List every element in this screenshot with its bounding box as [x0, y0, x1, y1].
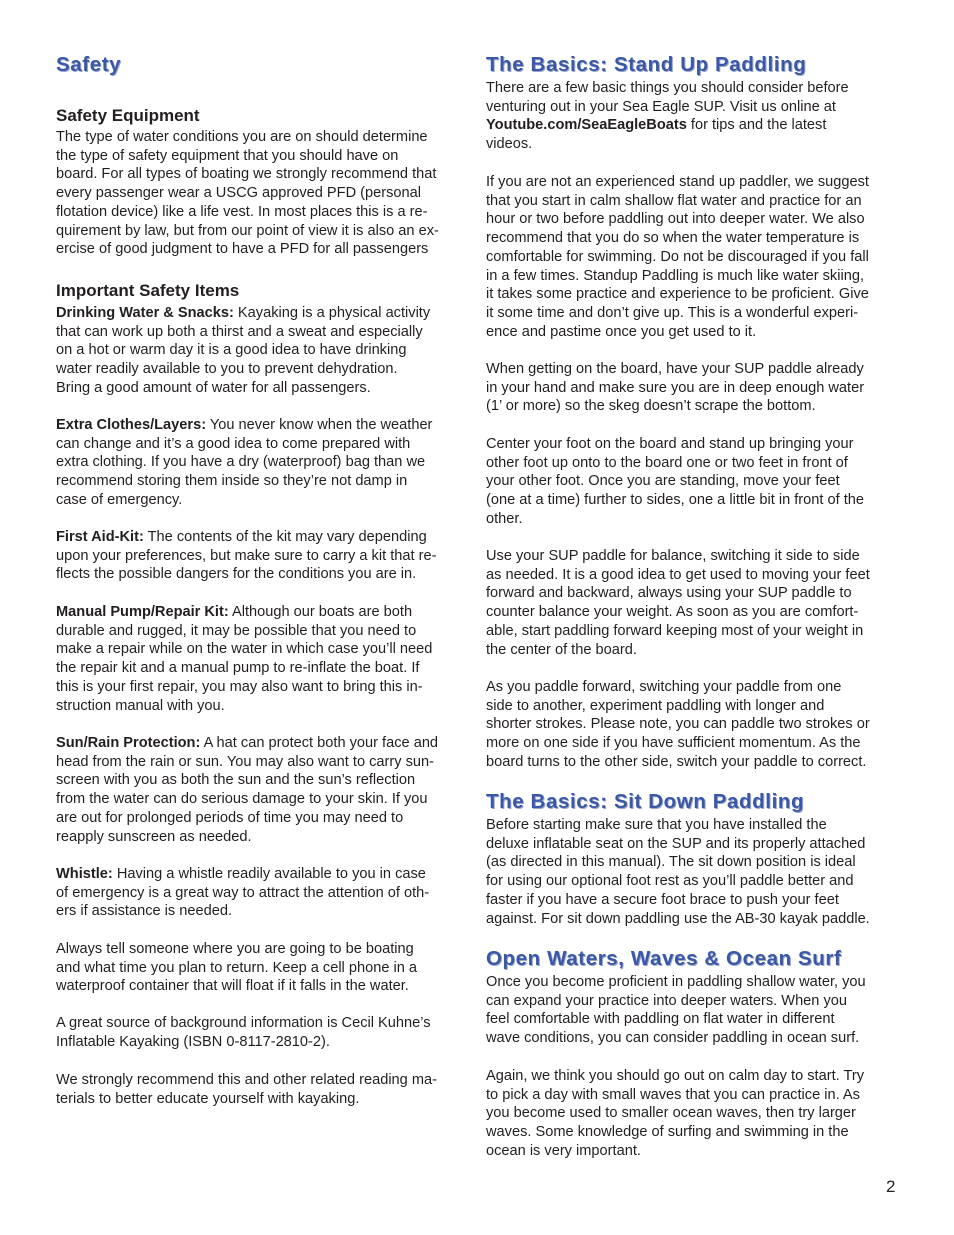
text-line: ocean is very important.	[486, 1142, 641, 1159]
open-waters-heading: Open Waters, Waves & Ocean Surf	[486, 947, 842, 970]
text-line: There are a few basic things you should consider before	[486, 80, 849, 96]
text-line: can change and it’s a good idea to come prepared with	[56, 435, 411, 452]
text-line: flotation device) like a life vest. In most places this is a re-	[56, 203, 428, 220]
text-line: Kayaking is a physical activity	[233, 305, 431, 321]
text-line: side to another, experiment paddling with longer and	[486, 697, 825, 714]
stand-up-paragraph-3	[486, 435, 898, 529]
text-line: recommend storing them inside so they’re not damp in	[56, 473, 408, 490]
sit-down-paragraph	[486, 816, 898, 928]
item-label: Sun/Rain Protection:	[56, 735, 201, 751]
text-line: the center of the board.	[486, 641, 637, 658]
text-line: (1’ or more) so the skeg doesn’t scrape the bottom.	[486, 398, 816, 415]
text-line: in a few times. Standup Paddling is much like water skiing,	[486, 267, 864, 284]
stand-up-intro	[486, 79, 898, 154]
item-sun-rain-protection	[56, 734, 466, 846]
text-line: board turns to the other side, switch your paddle to correct.	[486, 753, 867, 770]
text-line: in your hand and make sure you are in deep enough water	[486, 379, 865, 396]
text-line: shorter strokes. Please note, you can paddle two strokes or	[486, 716, 870, 733]
stand-up-paragraph-1	[486, 173, 898, 341]
text-line: The contents of the kit may vary depending	[143, 529, 427, 545]
text-line: reapply sunscreen as needed.	[56, 828, 252, 845]
text-line: flects the possible dangers for the conditions you are in.	[56, 566, 417, 583]
safety-equipment-paragraph	[56, 128, 466, 259]
text-line: head from the rain or sun. You may also want to carry sun-	[56, 753, 435, 770]
text-line: Before starting make sure that you have installed the	[486, 817, 827, 833]
open-waters-paragraph-2	[486, 1067, 898, 1161]
text-line: durable and rugged, it may be possible that you need to	[56, 622, 417, 639]
text-line: can expand your practice into deeper waters. When you	[486, 992, 847, 1009]
text-line: it takes some practice and experience to be proficient. Give	[486, 286, 869, 303]
safety-heading: Safety	[56, 53, 122, 76]
text-line: counter balance your weight. As soon as you are comfort-	[486, 604, 859, 621]
text-line: ence and pastime once you get used to it.	[486, 323, 757, 340]
important-safety-items-title: Important Safety Items	[56, 281, 240, 300]
text-line: are out for prolonged periods of time you may need to	[56, 809, 404, 826]
item-label: Extra Clothes/Layers:	[56, 417, 207, 433]
text-line: Once you become proficient in paddling shallow water, you	[486, 974, 866, 990]
text-line: Always tell someone where you are going to be boating	[56, 941, 414, 957]
text-line: waterproof container that will float if it falls in the water.	[56, 978, 409, 995]
text-line: As you paddle forward, switching your paddle from one	[486, 679, 842, 695]
stand-up-paragraph-2	[486, 360, 898, 416]
item-first-aid-kit	[56, 528, 466, 584]
text-line: of emergency is a great way to attract the attention of oth-	[56, 884, 430, 901]
text-line: venturing out in your Sea Eagle SUP. Visit us online at	[486, 98, 836, 115]
text-line: terials to better educate yourself with kayaking.	[56, 1090, 360, 1107]
item-label: Whistle:	[56, 866, 113, 882]
safety-equipment-title: Safety Equipment	[56, 106, 200, 125]
text-line: struction manual with you.	[56, 697, 225, 714]
text-line: other foot up onto to the board one or two feet in front of	[486, 454, 848, 471]
text-line: (as directed in this manual). The sit down position is ideal	[486, 854, 856, 871]
text-line: you become used to smaller ocean waves, then try larger	[486, 1105, 856, 1122]
item-drinking-water	[56, 304, 466, 398]
text-line: able, start paddling forward keeping most of your weight in	[486, 622, 864, 639]
text-line: upon your preferences, but make sure to carry a kit that re-	[56, 547, 437, 564]
text-line: feel comfortable with paddling on flat water in different	[486, 1011, 835, 1028]
text-line: extra clothing. If you have a dry (waterproof) bag than we	[56, 454, 426, 471]
text-line: this is your first repair, you may also want to bring this in-	[56, 678, 423, 695]
closing-paragraph-reading	[56, 1071, 466, 1108]
text-line: ers if assistance is needed.	[56, 903, 233, 920]
text-line: comfortable for swimming. Do not be discouraged if you fall	[486, 248, 869, 265]
text-line: Center your foot on the board and stand up bringing your	[486, 436, 854, 452]
youtube-link[interactable]: Youtube.com/SeaEagleBoats	[486, 117, 687, 134]
text-line: for using our optional foot rest as you’ll paddle better and	[486, 873, 854, 890]
text-line: (one at a time) further to sides, one a little bit in front of the	[486, 492, 865, 509]
text-line: water readily available to you to prevent dehydration.	[56, 361, 398, 378]
text-line: the type of safety equipment that you should have on	[56, 147, 399, 164]
text-line: Inflatable Kayaking (ISBN 0-8117-2810-2).	[56, 1033, 330, 1050]
text-line: that can work up both a thirst and a sweat and especially	[56, 323, 423, 340]
text-line: Having a whistle readily available to you in case	[112, 866, 426, 882]
text-line: on a hot or warm day it is a good idea to have drinking	[56, 342, 407, 359]
item-label: First Aid-Kit:	[56, 529, 144, 545]
text-line: from the water can do serious damage to your skin. If you	[56, 791, 428, 808]
text-line: If you are not an experienced stand up paddler, we suggest	[486, 174, 869, 190]
item-manual-pump	[56, 603, 466, 715]
text-line: ercise of good judgment to have a PFD for all passengers	[56, 241, 429, 258]
text-line: the repair kit and a manual pump to re-inflate the boat. If	[56, 660, 420, 677]
sit-down-paddling-heading: The Basics: Sit Down Paddling	[486, 790, 805, 813]
closing-paragraph-tell-someone	[56, 940, 466, 996]
text-line: hour or two before paddling out into deeper water. We also	[486, 211, 865, 228]
item-label: Manual Pump/Repair Kit:	[56, 604, 229, 620]
text-line: A great source of background information is Cecil Kuhne’s	[56, 1015, 431, 1031]
text-line: forward and backward, always using your SUP paddle to	[486, 585, 852, 602]
item-label: Drinking Water & Snacks:	[56, 305, 234, 321]
closing-paragraph-reference	[56, 1014, 466, 1051]
text-line: more on one side if you have sufficient momentum. As the	[486, 735, 861, 752]
text-line: board. For all types of boating we strongly recommend that	[56, 166, 437, 183]
text-line: The type of water conditions you are on should determine	[56, 129, 428, 145]
text-line: wave conditions, you can consider paddling in ocean surf.	[486, 1030, 860, 1047]
item-whistle	[56, 865, 466, 921]
text-line: make a repair while on the water in which case you’ll need	[56, 641, 433, 658]
page-number: 2	[886, 1177, 896, 1196]
text-line: for tips and the latest	[686, 117, 827, 134]
text-line: screen with you as both the sun and the sun’s reflection	[56, 772, 416, 789]
text-line: waves. Some knowledge of surfing and swimming in the	[486, 1124, 849, 1141]
text-line: Use your SUP paddle for balance, switching it side to side	[486, 548, 860, 564]
text-line: it some time and don’t give up. This is a wonderful experi-	[486, 304, 859, 321]
text-line: quirement by law, but from our point of view it is also an ex-	[56, 222, 439, 239]
text-line: your other foot. Once you are standing, move your feet	[486, 473, 840, 490]
stand-up-paddling-heading: The Basics: Stand Up Paddling	[486, 53, 807, 76]
text-line: videos.	[486, 136, 533, 153]
text-line: Again, we think you should go out on calm day to start. Try	[486, 1068, 865, 1084]
text-line: When getting on the board, have your SUP paddle already	[486, 361, 864, 377]
text-line: deluxe inflatable seat on the SUP and its properly attached	[486, 835, 866, 852]
text-line: to pick a day with small waves that you can practice in. As	[486, 1086, 860, 1103]
text-line: We strongly recommend this and other related reading ma-	[56, 1072, 437, 1088]
text-line: Bring a good amount of water for all passengers.	[56, 379, 371, 396]
text-line: that you start in calm shallow flat water and practice for an	[486, 192, 862, 209]
open-waters-paragraph-1	[486, 973, 898, 1048]
text-line: against. For sit down paddling use the AB-30 kayak paddle.	[486, 910, 870, 927]
item-extra-clothes	[56, 416, 466, 510]
text-line: as needed. It is a good idea to get used to moving your feet	[486, 566, 870, 583]
text-line: other.	[486, 510, 523, 527]
stand-up-paragraph-4	[486, 547, 898, 659]
text-line: and what time you plan to return. Keep a cell phone in a	[56, 959, 418, 976]
text-line: recommend that you do so when the water temperature is	[486, 230, 860, 247]
text-line: case of emergency.	[56, 491, 183, 508]
text-line: A hat can protect both your face and	[200, 735, 439, 751]
text-line: Although our boats are both	[228, 604, 413, 620]
text-line: every passenger wear a USCG approved PFD (personal	[56, 185, 422, 202]
text-line: You never know when the weather	[206, 417, 433, 433]
stand-up-paragraph-5	[486, 678, 898, 772]
text-line: faster if you have a secure foot brace to push your feet	[486, 891, 839, 908]
